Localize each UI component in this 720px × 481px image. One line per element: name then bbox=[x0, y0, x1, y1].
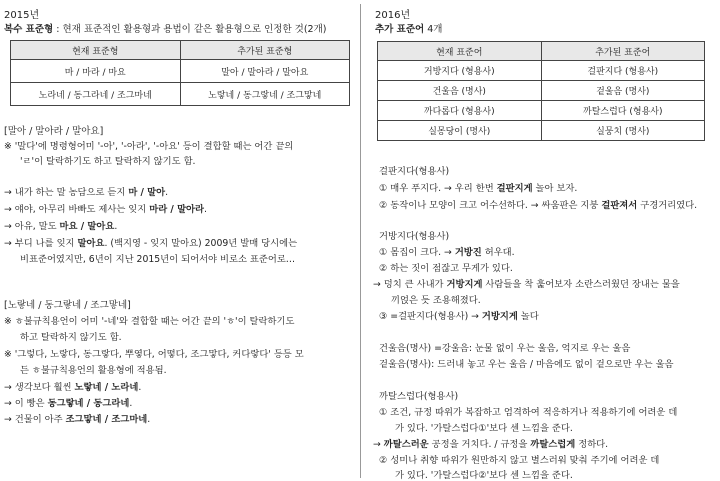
section1-note-line: ※ '말다'에 명령형어미 '-아', '-아라', '-아요' 등이 결합할 때는 어간 끝의 bbox=[4, 141, 294, 152]
section1-note-line: 'ㄹ'이 탈락하기도 하고 탈락하지 않기도 함. bbox=[20, 156, 196, 167]
example-line: → 건물이 아주 조그맣네 / 조그마네. bbox=[4, 414, 151, 425]
example-line: → 생각보다 훨씬 노랗네 / 노라네. bbox=[4, 382, 142, 393]
standard-form-table-2015 bbox=[10, 40, 350, 106]
table-cell: 마 / 마라 / 마요 bbox=[11, 60, 181, 83]
entry-heading: 까탈스럽다(형용사) bbox=[379, 391, 459, 402]
table-row bbox=[11, 60, 350, 83]
example-line: 끼얹은 듯 조용해졌다. bbox=[391, 295, 481, 306]
definition-line: 겉울음(명사): 드러내 놓고 우는 울음 / 마음에도 없이 겉으로만 우는 울음 bbox=[379, 359, 674, 370]
table-header: 추가된 표준어 bbox=[541, 42, 705, 61]
definition-line: ② 하는 짓이 점잖고 무게가 있다. bbox=[379, 263, 513, 274]
table-header: 현재 표준형 bbox=[11, 41, 181, 60]
table-row: 건울음 (명사) 겉울음 (명사) bbox=[378, 81, 705, 101]
example-line: → 내가 하는 말 농담으로 듣지 마 / 말아. bbox=[4, 187, 169, 198]
definition-line: ① 몸집이 크다. → 거방진 허우대. bbox=[379, 247, 515, 258]
example-line: → 덩치 큰 사내가 거방지게 사람들을 착 훑어보자 소란스러웠던 장내는 물을 bbox=[373, 279, 680, 290]
section2-heading: [노랗네 / 동그랗네 / 조그맣네] bbox=[4, 300, 131, 311]
table-header: 현재 표준어 bbox=[378, 42, 542, 61]
definition-line: ② 동작이나 모양이 크고 어수선하다. → 싸움판은 지붕 걸판져서 구경거리였다. bbox=[379, 200, 698, 211]
section2-note-line: 하고 탈락하지 않기도 함. bbox=[20, 332, 122, 343]
column-divider bbox=[360, 4, 361, 478]
definition-line: 가 있다. '가탈스럽다②'보다 센 느낌을 준다. bbox=[395, 470, 573, 481]
table-row: 거방지다 (형용사) 걸판지다 (형용사) bbox=[378, 61, 705, 81]
example-line: → 아유, 말도 마요 / 말아요. bbox=[4, 221, 118, 232]
example-line: → 까탈스러운 공정을 거치다. / 규정을 까탈스럽게 정하다. bbox=[373, 439, 609, 450]
entry-heading: 걸판지다(형용사) bbox=[379, 166, 450, 177]
example-line: → 얘야, 아무리 바빠도 제사는 잊지 마라 / 말아라. bbox=[4, 204, 207, 215]
table-cell: 말아 / 말아라 / 말아요 bbox=[180, 60, 350, 83]
definition-line: 건울음(명사) =강울음: 눈물 없이 우는 울음, 억지로 우는 울음 bbox=[379, 343, 631, 354]
year-2015-heading: 2015년 bbox=[4, 10, 40, 21]
year-2016-heading: 2016년 bbox=[375, 10, 411, 21]
right-subtitle: 추가 표준어 4개 bbox=[375, 24, 443, 35]
example-line: 비표준어였지만, 6년이 지난 2015년이 되어서야 비로소 표준어로… bbox=[20, 254, 296, 265]
example-line: → 이 빵은 동그랗네 / 동그라네. bbox=[4, 398, 133, 409]
definition-line: ③ =걸판지다(형용사) → 거방지게 놀다 bbox=[379, 311, 539, 322]
table-cell: 노랗네 / 동그랗네 / 조그맣네 bbox=[180, 83, 350, 106]
section2-note-line: ※ ㅎ불규칙용언이 어미 '-네'와 결합할 때는 어간 끝의 'ㅎ'이 탈락하기도 bbox=[4, 316, 295, 327]
table-row bbox=[11, 83, 350, 106]
definition-line: 가 있다. '가탈스럽다①'보다 센 느낌을 준다. bbox=[395, 423, 573, 434]
definition-line: ① 매우 푸지다. → 우리 한번 걸판지게 놀아 보자. bbox=[379, 183, 578, 194]
example-line: → 부디 나를 잊지 말아요. (백지영 - 잊지 말아요) 2009년 발매 당시에는 bbox=[4, 238, 298, 249]
section1-heading: [말아 / 말아라 / 말아요] bbox=[4, 126, 104, 137]
subtitle-rest: : 현재 표준적인 활용형과 용법이 같은 활용형으로 인정한 것(2개) bbox=[53, 24, 327, 35]
table-header: 추가된 표준형 bbox=[180, 41, 350, 60]
left-subtitle bbox=[4, 21, 326, 35]
section2-note-line: 든 ㅎ불규칙용언의 활용형에 적용됨. bbox=[20, 365, 167, 376]
definition-line: ② 성미나 취향 따위가 원만하지 않고 별스러워 맞춰 주기에 어려운 데 bbox=[379, 455, 660, 466]
table-row: 까다롭다 (형용사) 까탈스럽다 (형용사) bbox=[378, 101, 705, 121]
definition-line: ① 조건, 규정 따위가 복잡하고 엄격하여 적응하거나 적용하기에 어려운 데 bbox=[379, 407, 678, 418]
section2-note-line: ※ '그렇다, 노랗다, 동그랗다, 뿌옇다, 어떻다, 조그맣다, 커다랗다' 등등 모 bbox=[4, 349, 304, 360]
table-cell: 노라네 / 동그라네 / 조그마네 bbox=[11, 83, 181, 106]
subtitle-bold: 복수 표준형 bbox=[4, 24, 54, 35]
table-row: 실몽당이 (명사) 실뭉치 (명사) bbox=[378, 121, 705, 141]
entry-heading: 거방지다(형용사) bbox=[379, 231, 450, 242]
standard-word-table-2016 bbox=[377, 41, 705, 141]
